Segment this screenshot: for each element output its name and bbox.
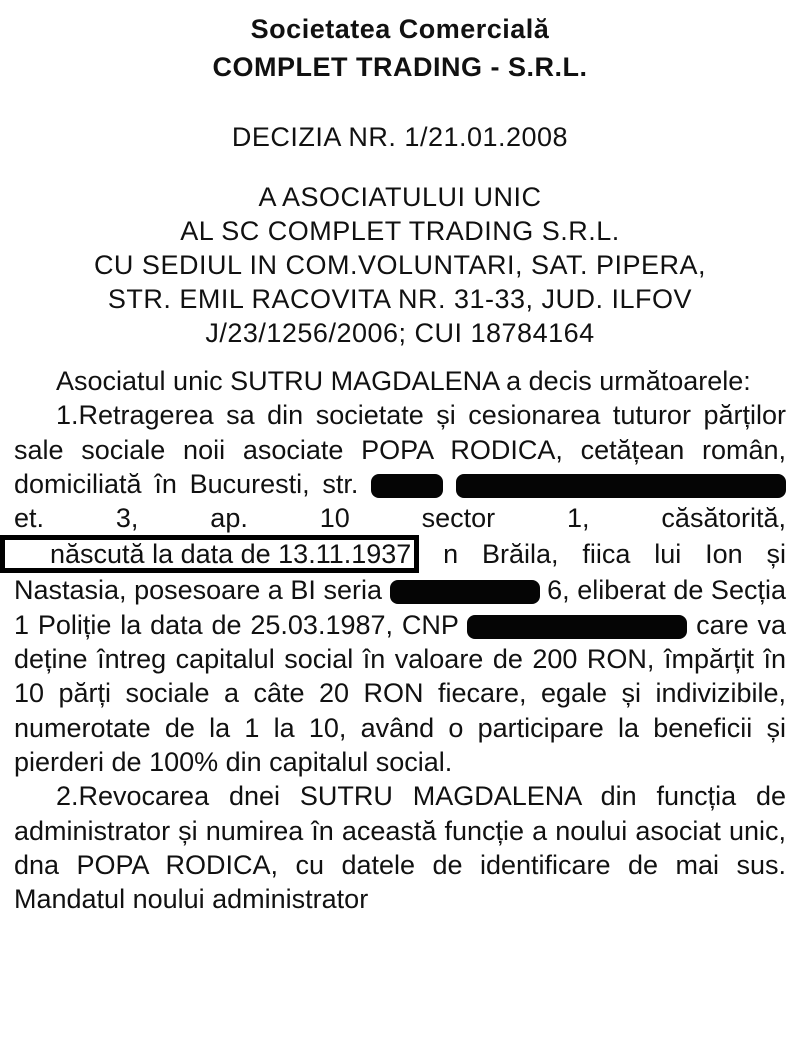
company-name-line1: Societatea Comercială [250, 14, 550, 44]
item-1-text-c: n Brăila, fiica lui Ion și Nastasia, posesoare a BI seria [14, 539, 786, 606]
sub-heading-line3: CU SEDIUL IN COM.VOLUNTARI, SAT. PIPERA, [93, 250, 707, 280]
company-name-line2: COMPLET TRADING - S.R.L. [212, 52, 588, 82]
item-1-text-e: care va deține întreg capitalul social în valoare de 200 RON, împărțit în 10 părți sociale a câte 20 RON fiecare, egale și indivizibile, numerotate de la 1 la 10, având o participare la beneficii și pierderi de 100% din capitalul social. [14, 609, 786, 777]
item-2-paragraph: 2.Revocarea dnei SUTRU MAGDALENA din funcția de administrator și numirea în această funcție a noului asociat unic, dna POPA RODICA, cu datele de identificare de mai sus. Mandatul noului administrator [14, 781, 786, 915]
item-1-text-b: et. 3, ap. 10 sector 1, căsătorită, [14, 503, 786, 534]
highlighted-birth-date-box: născută la data de 13.11.1937 [0, 535, 419, 573]
sub-heading-line2: AL SC COMPLET TRADING S.R.L. [180, 216, 620, 246]
intro-paragraph: Asociatul unic SUTRU MAGDALENA a decis următoarele: [56, 366, 751, 396]
decision-body [14, 364, 786, 916]
redaction-mark [467, 615, 687, 639]
item-1-paragraph [14, 398, 786, 779]
redaction-mark [390, 580, 540, 604]
redaction-mark [456, 474, 786, 498]
item-1-text-a: 1.Retragerea sa din societate și cesionarea tuturor părților sale sociale noii asociate POPA RODICA, cetățean român, domiciliată în Bucuresti, str. [14, 400, 786, 499]
decision-title: DECIZIA NR. 1/21.01.2008 [231, 122, 569, 152]
redaction-mark [371, 474, 443, 498]
sub-heading-line1: A ASOCIATULUI UNIC [258, 182, 542, 212]
sub-heading-line4: STR. EMIL RACOVITA NR. 31-33, JUD. ILFOV [107, 284, 693, 314]
sub-heading-line5: J/23/1256/2006; CUI 18784164 [205, 318, 595, 348]
item-1-text-d: 6, eliberat de Secția 1 Poliție la data de 25.03.1987, CNP [14, 575, 786, 640]
